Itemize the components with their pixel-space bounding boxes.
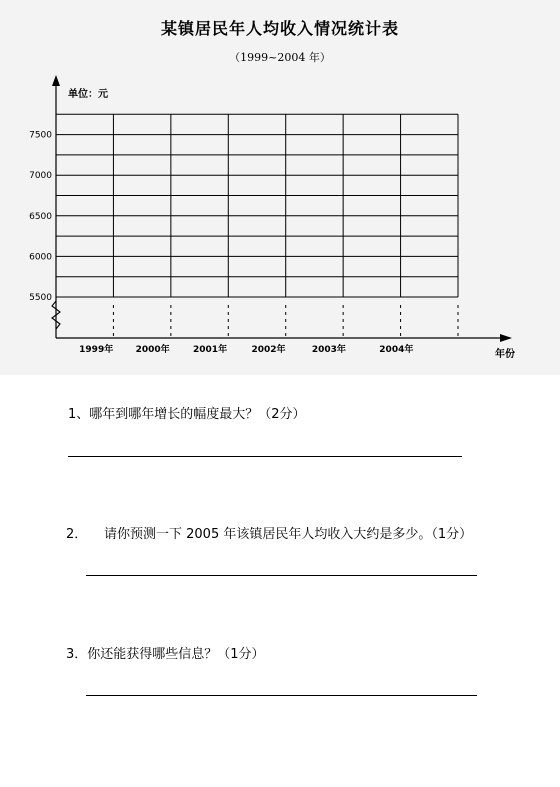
x-tick-label: 2004年 bbox=[379, 345, 414, 355]
answer-line-1[interactable] bbox=[68, 456, 462, 457]
x-tick-label: 2002年 bbox=[251, 345, 286, 355]
question-1-text: 哪年到哪年增长的幅度最大？（2分） bbox=[89, 407, 306, 422]
y-tick-labels bbox=[29, 131, 52, 303]
chart-subtitle: （1999~2004 年） bbox=[229, 51, 331, 64]
question-3-number: 3． bbox=[66, 647, 88, 662]
axes bbox=[52, 75, 512, 342]
x-tick-label: 2003年 bbox=[311, 345, 346, 355]
y-tick-label: 5500 bbox=[29, 293, 52, 303]
x-axis-arrow bbox=[500, 334, 512, 342]
x-tick-label: 2001年 bbox=[193, 345, 228, 355]
y-tick-label: 6500 bbox=[29, 211, 52, 222]
y-tick-label: 7500 bbox=[29, 130, 52, 141]
x-tick-label: 1999年 bbox=[79, 345, 114, 355]
chart-title: 某镇居民年人均收入情况统计表 bbox=[160, 19, 399, 38]
question-1-number: 1、 bbox=[68, 407, 90, 422]
grid-chart bbox=[0, 0, 560, 375]
answer-line-3[interactable] bbox=[86, 695, 477, 696]
question-2 bbox=[66, 523, 472, 542]
x-axis-title: 年份 bbox=[495, 349, 515, 360]
grid-lines bbox=[56, 114, 458, 337]
unit-label: 单位：元 bbox=[68, 89, 108, 100]
answer-line-2[interactable] bbox=[86, 575, 477, 576]
x-tick-labels bbox=[79, 343, 413, 355]
question-3-text: 你还能获得哪些信息？（1分） bbox=[87, 647, 265, 662]
question-3 bbox=[66, 643, 265, 662]
question-2-number: 2． bbox=[66, 527, 88, 542]
x-tick-label: 2000年 bbox=[135, 345, 170, 355]
y-tick-label: 7000 bbox=[29, 171, 52, 182]
y-tick-label: 6000 bbox=[29, 252, 52, 263]
question-2-text: 请你预测一下 2005 年该镇居民年人均收入大约是多少。（1分） bbox=[104, 527, 473, 542]
question-1 bbox=[68, 403, 306, 422]
y-axis-arrow bbox=[52, 75, 60, 86]
